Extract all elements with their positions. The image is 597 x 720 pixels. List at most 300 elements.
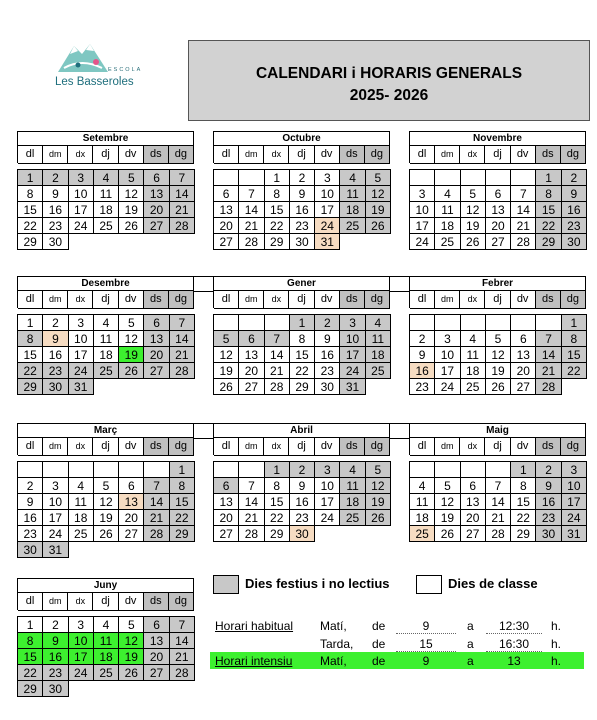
day-cell: 15 bbox=[289, 346, 315, 363]
weekday-label: dx bbox=[264, 438, 289, 456]
day-cell: 6 bbox=[510, 330, 536, 347]
day-cell: 20 bbox=[460, 509, 486, 526]
day-cell: 30 bbox=[42, 378, 68, 395]
day-cell: 23 bbox=[42, 664, 68, 681]
day-cell: 19 bbox=[118, 648, 144, 665]
weekday-header bbox=[409, 291, 586, 308]
day-cell: 6 bbox=[143, 314, 169, 331]
weekday-label: dv bbox=[119, 593, 144, 611]
day-cell: 18 bbox=[93, 346, 119, 363]
day-cell: 15 bbox=[169, 493, 195, 510]
day-cell: 26 bbox=[434, 525, 460, 542]
day-cell: 22 bbox=[510, 509, 536, 526]
day-cell: 2 bbox=[42, 314, 68, 331]
day-cell: 6 bbox=[143, 616, 169, 633]
day-cell: 12 bbox=[434, 493, 460, 510]
day-cell: 13 bbox=[460, 493, 486, 510]
weekday-label: dj bbox=[289, 438, 314, 456]
day-cell: 23 bbox=[17, 525, 43, 542]
weekday-label: dg bbox=[169, 438, 194, 456]
day-cell: 7 bbox=[238, 477, 264, 494]
day-cell: 26 bbox=[485, 378, 511, 395]
day-cell: 25 bbox=[339, 509, 365, 526]
day-cell: 27 bbox=[213, 525, 239, 542]
day-cell: 12 bbox=[365, 185, 391, 202]
day-cell: 27 bbox=[460, 525, 486, 542]
day-cell: 31 bbox=[561, 525, 587, 542]
weekday-header bbox=[409, 438, 586, 455]
empty-cell bbox=[68, 461, 94, 478]
day-cell: 18 bbox=[434, 217, 460, 234]
day-cell: 24 bbox=[409, 233, 435, 250]
day-cell: 6 bbox=[213, 477, 239, 494]
day-cell: 6 bbox=[460, 477, 486, 494]
day-cell: 6 bbox=[213, 185, 239, 202]
day-cell: 29 bbox=[289, 378, 315, 395]
day-cell: 18 bbox=[365, 346, 391, 363]
day-cell: 25 bbox=[409, 525, 435, 542]
day-cell: 5 bbox=[460, 185, 486, 202]
day-cell: 12 bbox=[118, 632, 144, 649]
weekday-header bbox=[213, 291, 390, 308]
day-cell: 28 bbox=[238, 233, 264, 250]
weekday-label: dj bbox=[93, 146, 118, 164]
horari-intensiu-label: Horari intensiu bbox=[215, 654, 293, 668]
day-cell: 28 bbox=[143, 525, 169, 542]
day-cell: 29 bbox=[264, 525, 290, 542]
day-cell: 3 bbox=[68, 616, 94, 633]
weekday-label: dv bbox=[315, 146, 340, 164]
day-cell: 18 bbox=[93, 201, 119, 218]
month-5 bbox=[409, 276, 586, 394]
legend-festius bbox=[213, 575, 390, 594]
weekday-label: dg bbox=[169, 146, 194, 164]
day-cell: 20 bbox=[485, 217, 511, 234]
month-4 bbox=[213, 276, 390, 394]
legend-festius-label: Dies festius i no lectius bbox=[245, 575, 390, 591]
day-cell: 14 bbox=[169, 330, 195, 347]
intensiu-mati-de: 9 bbox=[422, 654, 430, 668]
weekday-label: dm bbox=[43, 438, 68, 456]
day-cell: 5 bbox=[485, 330, 511, 347]
day-cell: 1 bbox=[17, 314, 43, 331]
day-cell: 23 bbox=[314, 362, 340, 379]
day-cell: 1 bbox=[264, 169, 290, 186]
day-cell: 2 bbox=[17, 477, 43, 494]
day-cell: 21 bbox=[238, 217, 264, 234]
weekday-label: dg bbox=[561, 146, 586, 164]
day-cell: 4 bbox=[93, 314, 119, 331]
month-7 bbox=[213, 423, 390, 541]
weekday-label: dv bbox=[119, 291, 144, 309]
month-name: Juny bbox=[17, 578, 194, 593]
habitual-mati-de-wrap bbox=[396, 619, 456, 634]
day-cell: 8 bbox=[535, 185, 561, 202]
weekday-label: dg bbox=[365, 438, 390, 456]
month-6 bbox=[17, 423, 194, 557]
weekday-label: dv bbox=[511, 146, 536, 164]
day-cell: 14 bbox=[510, 201, 536, 218]
month-8 bbox=[409, 423, 586, 541]
day-cell: 6 bbox=[118, 477, 144, 494]
day-cell: 9 bbox=[42, 330, 68, 347]
weekday-label: ds bbox=[144, 438, 169, 456]
day-cell: 25 bbox=[93, 362, 119, 379]
weekday-label: dj bbox=[289, 291, 314, 309]
weekday-label: ds bbox=[340, 438, 365, 456]
header-connector bbox=[194, 423, 213, 439]
weekday-label: dj bbox=[93, 593, 118, 611]
day-cell: 3 bbox=[339, 314, 365, 331]
empty-cell bbox=[460, 461, 486, 478]
day-cell: 10 bbox=[68, 330, 94, 347]
habitual-tarda-h: h. bbox=[551, 637, 562, 651]
day-cell: 24 bbox=[434, 378, 460, 395]
habitual-mati-h: h. bbox=[551, 619, 562, 633]
day-cell: 23 bbox=[289, 509, 315, 526]
day-cell: 26 bbox=[365, 217, 391, 234]
day-cell: 14 bbox=[485, 493, 511, 510]
weekday-label: dm bbox=[239, 438, 264, 456]
weekday-label: ds bbox=[536, 146, 561, 164]
month-name: Desembre bbox=[17, 276, 194, 291]
day-cell: 2 bbox=[535, 461, 561, 478]
intensiu-mati-a: 13 bbox=[507, 654, 521, 668]
day-cell: 24 bbox=[68, 664, 94, 681]
day-cell: 17 bbox=[561, 493, 587, 510]
empty-cell bbox=[485, 169, 511, 186]
day-cell: 16 bbox=[289, 201, 315, 218]
day-cell: 13 bbox=[143, 632, 169, 649]
day-cell: 24 bbox=[68, 217, 94, 234]
empty-cell bbox=[409, 461, 435, 478]
habitual-tarda-a: 16:30 bbox=[486, 637, 542, 652]
day-cell: 6 bbox=[143, 169, 169, 186]
weekday-label: dg bbox=[561, 438, 586, 456]
weekday-label: ds bbox=[340, 146, 365, 164]
day-cell: 5 bbox=[365, 461, 391, 478]
day-cell: 1 bbox=[535, 169, 561, 186]
legend-grey-swatch bbox=[213, 575, 239, 594]
habitual-mati-de: 9 bbox=[396, 619, 456, 634]
day-cell: 26 bbox=[118, 217, 144, 234]
day-cell: 17 bbox=[314, 493, 340, 510]
day-cell: 22 bbox=[17, 362, 43, 379]
day-cell: 29 bbox=[17, 378, 43, 395]
weekday-label: dm bbox=[43, 291, 68, 309]
weekday-label: dv bbox=[511, 438, 536, 456]
weekday-label: dl bbox=[18, 593, 43, 611]
empty-cell bbox=[460, 314, 486, 331]
day-cell: 10 bbox=[409, 201, 435, 218]
day-cell: 3 bbox=[68, 169, 94, 186]
day-cell: 30 bbox=[289, 233, 315, 250]
day-cell: 20 bbox=[213, 217, 239, 234]
day-cell: 24 bbox=[68, 362, 94, 379]
month-0 bbox=[17, 131, 194, 249]
month-2 bbox=[409, 131, 586, 249]
day-cell: 21 bbox=[238, 509, 264, 526]
day-cell: 9 bbox=[17, 493, 43, 510]
day-cell: 8 bbox=[264, 185, 290, 202]
day-cell: 6 bbox=[238, 330, 264, 347]
header-connector bbox=[194, 276, 213, 292]
weekday-label: dm bbox=[239, 291, 264, 309]
day-cell: 13 bbox=[485, 201, 511, 218]
weekday-label: dv bbox=[315, 291, 340, 309]
weekday-header bbox=[213, 146, 390, 163]
day-cell: 13 bbox=[213, 493, 239, 510]
day-cell: 11 bbox=[409, 493, 435, 510]
empty-cell bbox=[213, 169, 239, 186]
empty-cell bbox=[535, 314, 561, 331]
weekday-label: dv bbox=[119, 438, 144, 456]
day-cell: 26 bbox=[460, 233, 486, 250]
day-cell: 12 bbox=[93, 493, 119, 510]
legend-white-swatch bbox=[416, 575, 442, 594]
weekday-label: dg bbox=[365, 146, 390, 164]
day-cell: 11 bbox=[434, 201, 460, 218]
month-3 bbox=[17, 276, 194, 394]
day-cell: 11 bbox=[93, 185, 119, 202]
day-cell: 9 bbox=[409, 346, 435, 363]
day-cell: 10 bbox=[339, 330, 365, 347]
weekday-label: dj bbox=[93, 291, 118, 309]
day-cell: 13 bbox=[238, 346, 264, 363]
day-cell: 28 bbox=[238, 525, 264, 542]
day-cell: 2 bbox=[289, 169, 315, 186]
empty-cell bbox=[510, 314, 536, 331]
day-cell: 14 bbox=[535, 346, 561, 363]
empty-cell bbox=[485, 314, 511, 331]
day-cell: 22 bbox=[561, 362, 587, 379]
day-cell: 29 bbox=[17, 680, 43, 697]
weekday-label: dx bbox=[460, 438, 485, 456]
day-cell: 1 bbox=[17, 169, 43, 186]
weekday-label: dx bbox=[68, 146, 93, 164]
weekday-label: dl bbox=[214, 438, 239, 456]
intensiu-mati: Matí, bbox=[320, 654, 347, 668]
day-cell: 2 bbox=[289, 461, 315, 478]
day-cell: 7 bbox=[169, 314, 195, 331]
day-cell: 2 bbox=[42, 169, 68, 186]
weekday-label: dj bbox=[485, 291, 510, 309]
weekday-label: ds bbox=[144, 291, 169, 309]
day-cell: 16 bbox=[314, 346, 340, 363]
day-cell: 13 bbox=[213, 201, 239, 218]
habitual-mati: Matí, bbox=[320, 619, 347, 633]
day-cell: 1 bbox=[264, 461, 290, 478]
intensiu-mati-de-label: de bbox=[372, 654, 386, 668]
weekday-label: dl bbox=[214, 291, 239, 309]
day-cell: 11 bbox=[339, 477, 365, 494]
day-cell: 3 bbox=[42, 477, 68, 494]
weekday-label: dj bbox=[289, 146, 314, 164]
day-cell: 25 bbox=[365, 362, 391, 379]
day-cell: 17 bbox=[68, 346, 94, 363]
day-cell: 17 bbox=[409, 217, 435, 234]
day-cell: 31 bbox=[314, 233, 340, 250]
day-cell: 15 bbox=[17, 346, 43, 363]
empty-cell bbox=[485, 461, 511, 478]
page-title: CALENDARI i HORARIS GENERALS bbox=[255, 65, 523, 82]
day-cell: 24 bbox=[339, 362, 365, 379]
weekday-label: dj bbox=[93, 438, 118, 456]
day-cell: 27 bbox=[238, 378, 264, 395]
weekday-header bbox=[213, 438, 390, 455]
day-cell: 28 bbox=[169, 664, 195, 681]
day-cell: 8 bbox=[264, 477, 290, 494]
day-cell: 5 bbox=[213, 330, 239, 347]
day-cell: 22 bbox=[264, 509, 290, 526]
day-cell: 20 bbox=[143, 648, 169, 665]
weekday-label: dg bbox=[169, 593, 194, 611]
title-box bbox=[188, 40, 590, 121]
day-cell: 1 bbox=[561, 314, 587, 331]
day-cell: 21 bbox=[510, 217, 536, 234]
day-cell: 26 bbox=[118, 362, 144, 379]
day-cell: 30 bbox=[289, 525, 315, 542]
day-cell: 24 bbox=[561, 509, 587, 526]
day-cell: 14 bbox=[169, 185, 195, 202]
habitual-mati-a: 12:30 bbox=[486, 619, 542, 634]
day-cell: 17 bbox=[434, 362, 460, 379]
day-cell: 8 bbox=[561, 330, 587, 347]
day-cell: 19 bbox=[118, 201, 144, 218]
day-cell: 25 bbox=[93, 217, 119, 234]
horari-habitual-label: Horari habitual bbox=[215, 619, 294, 633]
empty-cell bbox=[213, 461, 239, 478]
day-cell: 18 bbox=[409, 509, 435, 526]
day-cell: 8 bbox=[169, 477, 195, 494]
day-cell: 25 bbox=[460, 378, 486, 395]
day-cell: 21 bbox=[169, 201, 195, 218]
empty-cell bbox=[264, 314, 290, 331]
day-cell: 20 bbox=[143, 346, 169, 363]
empty-cell bbox=[238, 169, 264, 186]
day-cell: 30 bbox=[17, 541, 43, 558]
day-grid bbox=[213, 314, 390, 394]
empty-cell bbox=[238, 314, 264, 331]
day-cell: 17 bbox=[68, 648, 94, 665]
empty-cell bbox=[213, 314, 239, 331]
month-name: Febrer bbox=[409, 276, 586, 291]
day-cell: 11 bbox=[460, 346, 486, 363]
habitual-tarda-de: 15 bbox=[396, 637, 456, 652]
day-cell: 22 bbox=[264, 217, 290, 234]
empty-cell bbox=[143, 461, 169, 478]
day-cell: 5 bbox=[93, 477, 119, 494]
day-cell: 26 bbox=[93, 525, 119, 542]
weekday-label: dm bbox=[435, 291, 460, 309]
day-cell: 31 bbox=[68, 378, 94, 395]
empty-cell bbox=[460, 169, 486, 186]
day-cell: 7 bbox=[264, 330, 290, 347]
day-cell: 31 bbox=[339, 378, 365, 395]
day-cell: 19 bbox=[93, 509, 119, 526]
weekday-label: ds bbox=[536, 438, 561, 456]
weekday-label: dl bbox=[410, 438, 435, 456]
day-cell: 16 bbox=[289, 493, 315, 510]
day-cell: 27 bbox=[143, 217, 169, 234]
day-grid bbox=[17, 314, 194, 394]
weekday-label: dl bbox=[410, 291, 435, 309]
day-cell: 21 bbox=[169, 346, 195, 363]
day-cell: 30 bbox=[42, 680, 68, 697]
intensiu-mati-a-label: a bbox=[467, 654, 474, 668]
day-cell: 27 bbox=[510, 378, 536, 395]
day-cell: 7 bbox=[485, 477, 511, 494]
weekday-label: dm bbox=[43, 146, 68, 164]
weekday-label: dx bbox=[68, 593, 93, 611]
weekday-label: dx bbox=[460, 291, 485, 309]
day-cell: 7 bbox=[535, 330, 561, 347]
day-cell: 16 bbox=[409, 362, 435, 379]
day-cell: 19 bbox=[460, 217, 486, 234]
day-cell: 7 bbox=[169, 169, 195, 186]
day-cell: 22 bbox=[535, 217, 561, 234]
day-cell: 18 bbox=[339, 201, 365, 218]
day-cell: 7 bbox=[169, 616, 195, 633]
header-connector bbox=[390, 276, 409, 292]
day-cell: 16 bbox=[42, 346, 68, 363]
day-cell: 29 bbox=[535, 233, 561, 250]
habitual-mati-de-label: de bbox=[372, 619, 386, 633]
habitual-mati-a-wrap bbox=[486, 619, 542, 634]
weekday-label: dx bbox=[68, 291, 93, 309]
day-cell: 12 bbox=[365, 477, 391, 494]
day-cell: 16 bbox=[42, 648, 68, 665]
day-grid bbox=[409, 314, 586, 394]
weekday-label: dj bbox=[485, 438, 510, 456]
day-cell: 28 bbox=[485, 525, 511, 542]
day-cell: 23 bbox=[409, 378, 435, 395]
day-cell: 3 bbox=[409, 185, 435, 202]
day-cell: 14 bbox=[143, 493, 169, 510]
day-cell: 3 bbox=[314, 169, 340, 186]
day-cell: 27 bbox=[143, 362, 169, 379]
day-cell: 20 bbox=[510, 362, 536, 379]
day-cell: 4 bbox=[434, 185, 460, 202]
header-connector bbox=[390, 423, 409, 439]
empty-cell bbox=[17, 461, 43, 478]
day-cell: 23 bbox=[289, 217, 315, 234]
day-cell: 21 bbox=[485, 509, 511, 526]
day-cell: 15 bbox=[510, 493, 536, 510]
day-cell: 11 bbox=[93, 632, 119, 649]
day-cell: 5 bbox=[118, 314, 144, 331]
day-cell: 3 bbox=[68, 314, 94, 331]
weekday-label: dm bbox=[239, 146, 264, 164]
day-cell: 11 bbox=[365, 330, 391, 347]
day-cell: 16 bbox=[17, 509, 43, 526]
weekday-header bbox=[17, 291, 194, 308]
habitual-tarda: Tarda, bbox=[320, 637, 354, 651]
day-cell: 18 bbox=[339, 493, 365, 510]
weekday-header bbox=[17, 438, 194, 455]
day-cell: 10 bbox=[314, 185, 340, 202]
day-cell: 15 bbox=[535, 201, 561, 218]
day-cell: 13 bbox=[143, 185, 169, 202]
day-cell: 13 bbox=[143, 330, 169, 347]
habitual-tarda-a-wrap bbox=[486, 637, 542, 652]
day-cell: 26 bbox=[118, 664, 144, 681]
day-grid bbox=[17, 616, 194, 696]
empty-cell bbox=[409, 314, 435, 331]
day-cell: 14 bbox=[238, 493, 264, 510]
day-cell: 17 bbox=[68, 201, 94, 218]
day-cell: 4 bbox=[93, 169, 119, 186]
